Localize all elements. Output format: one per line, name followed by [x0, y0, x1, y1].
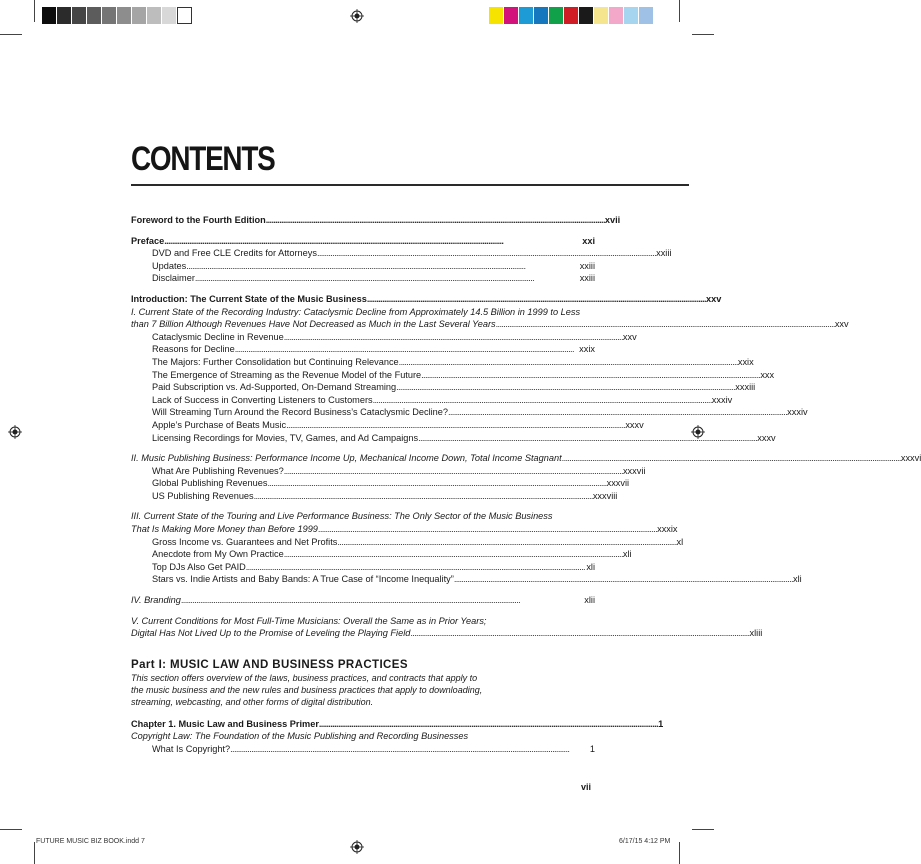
gray-swatch [87, 7, 102, 24]
section-gap [131, 444, 595, 452]
toc-entry-title: The Emergence of Streaming as the Revenue Model of the Future [152, 369, 422, 380]
toc-entry-title: Reasons for Decline [152, 344, 235, 355]
gray-swatch [162, 7, 177, 24]
toc-entry[interactable] [131, 214, 621, 227]
dot-leader [562, 452, 900, 465]
dot-leader [421, 369, 759, 382]
section-gap [131, 586, 595, 594]
toc-entry-title: DVD and Free CLE Credits for Attorneys [152, 248, 317, 259]
toc-entry-title: than 7 Billion Although Revenues Have Not Decreased as Much in the Last Several Years [131, 319, 496, 330]
registration-mark-icon [350, 9, 364, 23]
color-swatch [594, 7, 609, 24]
dot-leader [164, 235, 581, 248]
toc-page-number: xxv [834, 319, 849, 330]
section-gap [131, 227, 595, 235]
grayscale-calibration-bar [42, 7, 192, 24]
toc-subentry[interactable] [131, 490, 618, 503]
gray-swatch [42, 7, 57, 24]
toc-entry-title: Anecdote from My Own Practice [152, 549, 284, 560]
toc-page-number: xxxviii [592, 490, 618, 501]
toc-entry-title: Licensing Recordings for Movies, TV, Games, and Ad Campaigns [152, 432, 419, 443]
section-gap [131, 640, 595, 648]
toc-subentry[interactable] [131, 343, 595, 356]
dot-leader [186, 260, 578, 273]
slug-date: 6/17/15 4:12 PM [619, 838, 671, 845]
toc-subentry[interactable] [131, 381, 756, 394]
toc-subentry[interactable] [131, 573, 802, 586]
dot-leader [286, 419, 624, 432]
toc-entry-title: The Majors: Further Consolidation but Continuing Relevance [152, 356, 399, 367]
dot-leader [181, 594, 583, 607]
toc-entry-title: What Are Publishing Revenues? [152, 465, 284, 476]
dot-leader [319, 718, 657, 731]
toc-entry-title: Global Publishing Revenues [152, 478, 268, 489]
crop-mark [692, 34, 714, 35]
toc-section [131, 293, 849, 444]
toc-page-number: xxix [737, 356, 754, 367]
part-description-line: the music business and the new rules and business practices that apply to downloading, [131, 684, 483, 695]
toc-subentry[interactable] [131, 465, 646, 478]
toc-entry[interactable] [131, 318, 849, 331]
toc-page-number: xxxiii [735, 382, 756, 393]
part-heading: Part I: MUSIC LAW AND BUSINESS PRACTICES [131, 658, 408, 671]
color-swatch [579, 7, 594, 24]
toc-page-number: xxix [579, 344, 595, 355]
dot-leader [318, 523, 656, 536]
toc-section [131, 510, 802, 586]
toc-page-number: xxxix [657, 524, 678, 535]
color-swatch [609, 7, 624, 24]
toc-entry-title: That Is Making More Money than Before 1999 [131, 524, 318, 535]
dot-leader [399, 356, 737, 369]
toc-entry-title: Stars vs. Indie Artists and Baby Bands: A True Case of “Income Inequality” [152, 574, 454, 585]
toc-entry-title: What Is Copyright? [152, 744, 231, 754]
color-swatch [549, 7, 564, 24]
toc-page-number: xxxv [757, 432, 776, 443]
toc-subentry[interactable] [131, 247, 672, 260]
color-swatch [639, 7, 654, 24]
table-of-contents [131, 214, 921, 756]
title-rule [131, 184, 689, 186]
crop-mark [0, 829, 22, 830]
toc-page-number: xxv [622, 331, 637, 342]
dot-leader [418, 432, 756, 445]
toc-page-number: xliii [749, 628, 763, 639]
page-number: vii [581, 782, 592, 792]
toc-subentry[interactable] [131, 260, 595, 273]
color-swatch [564, 7, 579, 24]
toc-entry[interactable] [131, 718, 664, 731]
toc-page-number: xxiii [579, 273, 595, 284]
toc-page-number: xli [586, 561, 595, 572]
dot-leader [235, 343, 578, 356]
dot-leader [284, 331, 622, 344]
crop-mark [692, 829, 714, 830]
color-swatch [624, 7, 639, 24]
toc-page-number: xli [622, 549, 632, 560]
toc-entry-title: Foreword to the Fourth Edition [131, 215, 266, 225]
toc-entry-title: Apple’s Purchase of Beats Music [152, 419, 287, 430]
registration-mark-icon [8, 425, 22, 439]
dot-leader [367, 293, 705, 306]
part-description [131, 672, 595, 708]
toc-entry-title: Paid Subscription vs. Ad-Supported, On-Demand Streaming [152, 382, 397, 393]
toc-entry-title: US Publishing Revenues [152, 490, 254, 501]
dot-leader [448, 406, 786, 419]
toc-subentry[interactable] [131, 394, 733, 407]
toc-entry-title: Cataclysmic Decline in Revenue [152, 331, 284, 342]
toc-page-number: xlii [584, 595, 595, 606]
toc-page-number: xl [676, 536, 684, 547]
part-description-line: This section offers overview of the laws, business practices, and contracts that apply to [131, 672, 478, 683]
toc-entry[interactable] [131, 627, 763, 640]
gray-swatch [102, 7, 117, 24]
toc-page-number: xvii [604, 215, 621, 225]
toc-subentry[interactable] [131, 432, 776, 445]
toc-entry-title: Disclaimer [152, 273, 195, 284]
toc-entry[interactable] [131, 523, 678, 536]
toc-entry[interactable] [131, 235, 595, 248]
toc-heading-line: I. Current State of the Recording Industry: Cataclysmic Decline from Approximately 14.5 Billion in 1999 to Less [131, 306, 581, 317]
crop-mark [679, 0, 680, 22]
toc-page-number: xli [792, 574, 802, 585]
toc-page-number: xxx [760, 369, 775, 380]
toc-entry-title: Introduction: The Current State of the Music Business [131, 293, 367, 304]
slug-filename: FUTURE MUSIC BIZ BOOK.indd 7 [36, 838, 145, 845]
toc-page-number: xxxvii [622, 465, 646, 476]
color-swatch [519, 7, 534, 24]
toc-page-number: xxxvi [900, 453, 921, 464]
gray-swatch [177, 7, 192, 24]
toc-subentry[interactable] [131, 561, 595, 574]
toc-subentry[interactable] [131, 406, 808, 419]
toc-entry-title: Digital Has Not Lived Up to the Promise of Leveling the Playing Field [131, 628, 411, 639]
toc-page-number: xxxvii [606, 478, 630, 489]
toc-page-number: xxiii [656, 248, 672, 259]
toc-entry-title: Top DJs Also Get PAID [152, 561, 246, 572]
toc-section [131, 594, 595, 607]
section-gap [131, 285, 595, 293]
crop-mark [34, 0, 35, 22]
color-swatch [534, 7, 549, 24]
crop-mark [0, 34, 22, 35]
toc-page-number: xxiii [579, 260, 595, 271]
toc-subentry[interactable] [131, 548, 632, 561]
toc-entry-title: II. Music Publishing Business: Performance Income Up, Mechanical Income Down, Total Income Stagnant [131, 453, 562, 464]
toc-subentry[interactable] [131, 356, 754, 369]
toc-heading-line: III. Current State of the Touring and Live Performance Business: The Only Sector of the Music Business [131, 511, 553, 522]
dot-leader [373, 394, 711, 407]
toc-section [131, 214, 621, 227]
toc-heading-line: V. Current Conditions for Most Full-Time Musicians: Overall the Same as in Prior Years; [131, 615, 487, 626]
toc-entry-title: Lack of Success in Converting Listeners to Customers [152, 394, 373, 405]
crop-mark [679, 842, 680, 864]
toc-page-number: xxxv [625, 419, 644, 430]
toc-heading-line: Copyright Law: The Foundation of the Music Publishing and Recording Businesses [131, 731, 469, 742]
toc-page-number: xxxiv [711, 394, 733, 405]
section-gap [131, 607, 595, 615]
toc-subentry[interactable] [131, 369, 775, 382]
toc-subentry[interactable] [131, 419, 644, 432]
toc-entry-title: Chapter 1. Music Law and Business Primer [131, 718, 319, 729]
chapter-entries [131, 718, 664, 756]
dot-leader [284, 548, 622, 561]
gray-swatch [72, 7, 87, 24]
dot-leader [266, 214, 604, 227]
dot-leader [246, 561, 586, 574]
gray-swatch [147, 7, 162, 24]
toc-entry[interactable] [131, 293, 722, 306]
dot-leader [284, 465, 622, 478]
toc-entry-title: Updates [152, 260, 187, 271]
gray-swatch [117, 7, 132, 24]
toc-page-number: 1 [589, 744, 595, 754]
toc-subentry[interactable] [131, 743, 595, 756]
toc-subentry[interactable] [131, 536, 684, 549]
toc-entry-title: Gross Income vs. Guarantees and Net Profits [152, 536, 338, 547]
page-title: CONTENTS [131, 140, 275, 178]
dot-leader [230, 743, 589, 756]
dot-leader [317, 247, 655, 260]
toc-section [131, 452, 921, 502]
crop-mark [34, 842, 35, 864]
registration-mark-icon [350, 840, 364, 854]
toc-page-number: xxi [582, 235, 595, 246]
dot-leader [496, 318, 834, 331]
dot-leader [410, 627, 748, 640]
dot-leader [254, 490, 592, 503]
toc-subentry[interactable] [131, 331, 637, 344]
part-description-line: streaming, webcasting, and other forms of digital distribution. [131, 696, 374, 707]
toc-entry[interactable] [131, 452, 921, 465]
color-swatch [504, 7, 519, 24]
dot-leader [195, 272, 579, 285]
section-gap [131, 502, 595, 510]
toc-page-number: 1 [658, 718, 664, 729]
toc-entry-title: IV. Branding [131, 595, 181, 606]
toc-subentry[interactable] [131, 272, 595, 285]
color-swatch [489, 7, 504, 24]
toc-section [131, 235, 672, 285]
gray-swatch [57, 7, 72, 24]
toc-entry-title: Preface [131, 235, 165, 246]
dot-leader [396, 381, 734, 394]
gray-swatch [132, 7, 147, 24]
toc-entry-title: Will Streaming Turn Around the Record Business’s Cataclysmic Decline? [152, 407, 448, 418]
toc-sections [131, 214, 921, 648]
toc-page-number: xxxiv [787, 407, 808, 418]
toc-subentry[interactable] [131, 477, 630, 490]
color-calibration-bar [489, 7, 654, 24]
toc-entry[interactable] [131, 594, 595, 607]
dot-leader [454, 573, 792, 586]
dot-leader [337, 536, 675, 549]
toc-page-number: xxv [706, 293, 722, 304]
dot-leader [267, 477, 605, 490]
toc-section [131, 615, 763, 640]
